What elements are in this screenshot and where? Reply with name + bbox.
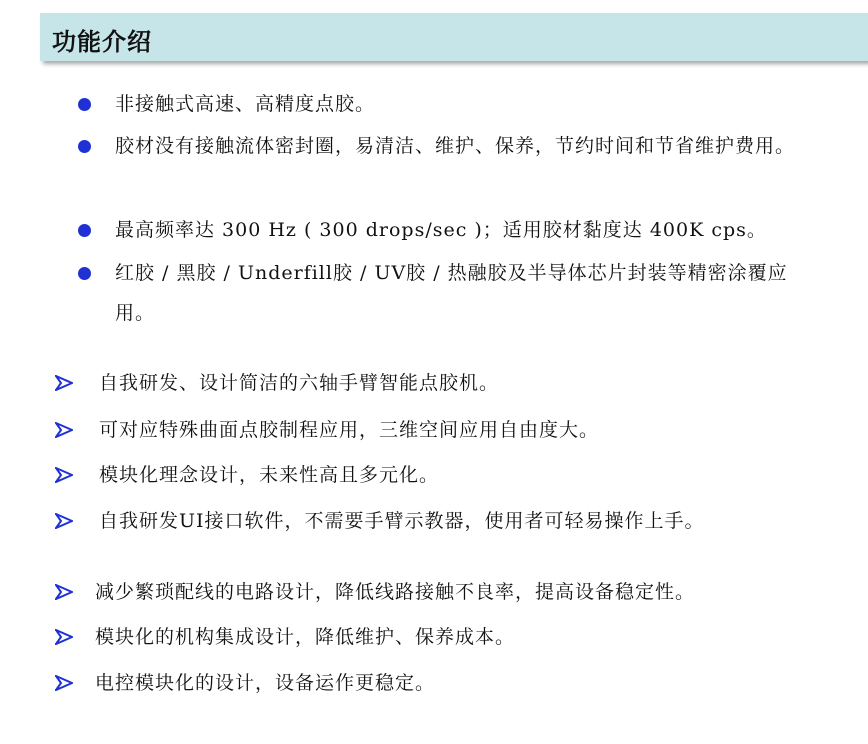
bullet-dot-icon (78, 224, 91, 237)
list-item (78, 126, 818, 166)
list-item (78, 210, 818, 250)
feature-item-text: 可对应特殊曲面点胶制程应用，三维空间应用自由度大。 (99, 419, 600, 441)
arrow-bullet-icon (55, 584, 73, 600)
bullet-dot-icon (78, 267, 91, 280)
feature-item (55, 506, 868, 536)
feature-item-text: 模块化理念设计，未来性高且多元化。 (99, 464, 440, 486)
feature-item (55, 577, 868, 607)
feature-item (55, 460, 868, 490)
page-title: 功能介绍 (52, 27, 152, 56)
feature-item-text: 电控模块化的设计，设备运作更稳定。 (95, 672, 436, 694)
list-item (78, 84, 818, 124)
arrow-bullet-icon (55, 629, 73, 645)
section-title-bar (40, 13, 868, 61)
list-item-text: 胶材没有接触流体密封圈，易清洁、维护、保养，节约时间和节省维护费用。 (115, 135, 796, 157)
feature-item (55, 415, 868, 445)
feature-item-text: 自我研发UI接口软件，不需要手臂示教器，使用者可轻易操作上手。 (99, 510, 705, 532)
list-item (78, 253, 818, 333)
bullet-dot-icon (78, 98, 91, 111)
arrow-bullet-icon (55, 422, 73, 438)
list-item-text: 非接触式高速、高精度点胶。 (115, 93, 376, 115)
feature-item (55, 622, 868, 652)
feature-item-text: 减少繁琐配线的电路设计，降低线路接触不良率，提高设备稳定性。 (95, 581, 696, 603)
feature-item-text: 自我研发、设计简洁的六轴手臂智能点胶机。 (99, 372, 500, 394)
arrow-bullet-icon (55, 513, 73, 529)
list-item-text: 最高频率达 300 Hz ( 300 drops/sec )；适用胶材黏度达 400K cps。 (115, 219, 767, 241)
feature-item-text: 模块化的机构集成设计，降低维护、保养成本。 (95, 626, 516, 648)
arrow-bullet-icon (55, 467, 73, 483)
bullet-dot-icon (78, 140, 91, 153)
feature-item (55, 668, 868, 698)
arrow-bullet-icon (55, 375, 73, 391)
feature-item (55, 368, 868, 398)
list-item-text: 红胶 / 黑胶 / Underfill胶 / UV胶 / 热融胶及半导体芯片封装等精密涂覆应用。 (115, 262, 788, 324)
arrow-bullet-icon (55, 675, 73, 691)
